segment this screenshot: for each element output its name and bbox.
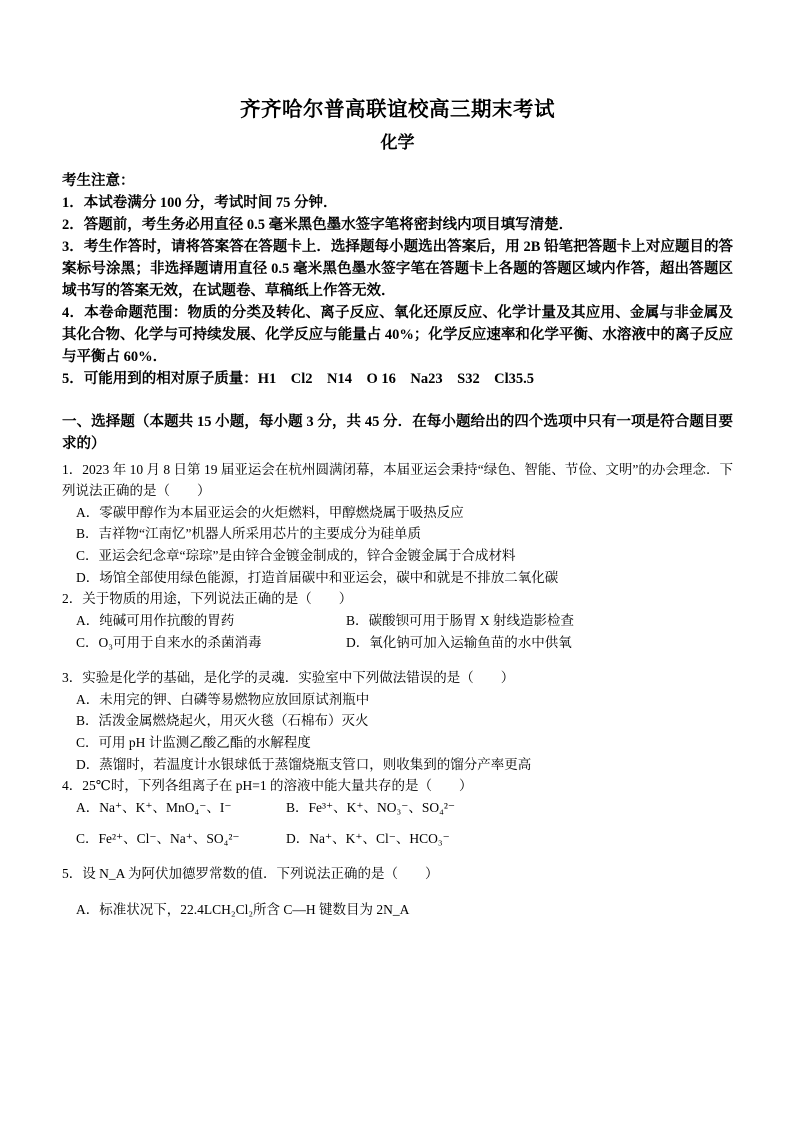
page-title: 齐齐哈尔普高联谊校高三期末考试 [240, 99, 555, 121]
question-4-option-b: B．Fe³⁺、K⁺、NO₃⁻、SO₄²⁻ [286, 799, 456, 815]
question-3-option-b: B．活泼金属燃烧起火，用灭火毯（石棉布）灭火 [76, 713, 369, 729]
question-2-option-a: A．纯碱可用作抗酸的胃药 [76, 612, 235, 628]
question-1-text: 2023 年 10 月 8 日第 19 届亚运会在杭州圆满闭幕，本届亚运会秉持“绿色、智能、节俭、文明”的办会理念．下列说法正确的是（ ） [62, 461, 734, 498]
question-2-options-row-2 [62, 632, 733, 654]
question-1-option-b: B．吉祥物“江南忆”机器人所采用芯片的主要成分为硅单质 [76, 526, 421, 542]
question-1-number: 1． [62, 461, 83, 477]
question-1-option-c: C．亚运会纪念章“琮琮”是由锌合金镀金制成的，锌合金镀金属于合成材料 [76, 548, 516, 564]
question-4-number: 4． [62, 778, 83, 794]
question-3 [62, 668, 733, 776]
question-2-text: 关于物质的用途，下列说法正确的是（ ） [82, 591, 353, 607]
question-4-options-row-2 [62, 828, 733, 850]
question-1-option-a: A．零碳甲醇作为本届亚运会的火炬燃料，甲醇燃烧属于吸热反应 [76, 504, 464, 520]
notice-item-5: 5．可能用到的相对原子质量：H1 Cl2 N14 O 16 Na23 S32 Cl35.5 [62, 371, 535, 388]
question-4 [62, 776, 733, 850]
question-2-options-row-1 [62, 610, 733, 632]
question-3-stem [62, 668, 733, 689]
question-2-option-b: B．碳酸钡可用于肠胃 X 射线造影检查 [346, 612, 575, 628]
question-4-stem [62, 776, 733, 797]
subject-title: 化学 [380, 133, 415, 152]
question-3-option-c: C．可用 pH 计监测乙酸乙酯的水解程度 [76, 735, 311, 751]
question-2-stem [62, 589, 733, 610]
section-heading-choice: 一、选择题（本题共 15 小题，每小题 3 分，共 45 分．在每小题给出的四个选项中只有一项是符合题目要求的） [62, 414, 733, 453]
question-3-option-d: D．蒸馏时，若温度计水银球低于蒸馏烧瓶支管口，则收集到的馏分产率更高 [76, 757, 532, 773]
question-5-stem [62, 864, 733, 885]
question-1-option-d: D．场馆全部使用绿色能源，打造首届碳中和亚运会，碳中和就是不排放二氧化碳 [76, 570, 559, 586]
question-3-number: 3． [62, 669, 83, 685]
notice-item-3: 3．考生作答时，请将答案答在答题卡上．选择题每小题选出答案后，用 2B 铅笔把答题卡上对应题目的答案标号涂黑；非选择题请用直径 0.5 毫米黑色墨水签字笔在答题卡上各题的答题区域内作答，超出答题区域书写的答案无效，在试题卷、草稿纸上作答无效． [62, 239, 733, 300]
question-4-options-row-1 [62, 797, 733, 819]
question-1 [62, 460, 733, 589]
question-4-option-d: D．Na⁺、K⁺、Cl⁻、HCO₃⁻ [286, 830, 450, 846]
question-4-text: 25℃时，下列各组离子在 pH=1 的溶液中能大量共存的是（ ） [82, 778, 473, 794]
question-1-stem [62, 460, 733, 502]
question-4-option-c: C．Fe²⁺、Cl⁻、Na⁺、SO₄²⁻ [76, 830, 240, 846]
notice-item-2: 2．答题前，考生务必用直径 0.5 毫米黑色墨水签字笔将密封线内项目填写清楚． [62, 217, 574, 234]
question-5-text: 设 N_A 为阿伏加德罗常数的值．下列说法正确的是（ ） [82, 865, 439, 881]
question-5-number: 5． [62, 865, 83, 881]
notice-heading: 考生注意： [62, 173, 135, 189]
question-4-option-a: A．Na⁺、K⁺、MnO₄⁻、I⁻ [76, 799, 232, 815]
question-2-number: 2． [62, 591, 83, 607]
question-5 [62, 864, 733, 921]
question-3-text: 实验是化学的基础，是化学的灵魂．实验室中下列做法错误的是（ ） [82, 669, 515, 685]
question-2-option-c: C．O₃可用于自来水的杀菌消毒 [76, 634, 262, 650]
question-3-option-a: A．未用完的钾、白磷等易燃物应放回原试剂瓶中 [76, 691, 370, 707]
notice-item-1: 1．本试卷满分 100 分，考试时间 75 分钟． [62, 195, 338, 211]
notice-item-4: 4．本卷命题范围：物质的分类及转化、离子反应、氧化还原反应、化学计量及其应用、金属与非金属及其化合物、化学与可持续发展、化学反应与能量占 40%；化学反应速率和化学平衡、水溶液中的离子反应与平衡占 60%． [62, 305, 733, 366]
question-2 [62, 589, 733, 654]
question-2-option-d: D．氧化钠可加入运输鱼苗的水中供氧 [346, 634, 572, 650]
question-5-option-a: A．标准状况下，22.4LCH₂Cl₂所含 C—H 键数目为 2N_A [76, 901, 410, 917]
